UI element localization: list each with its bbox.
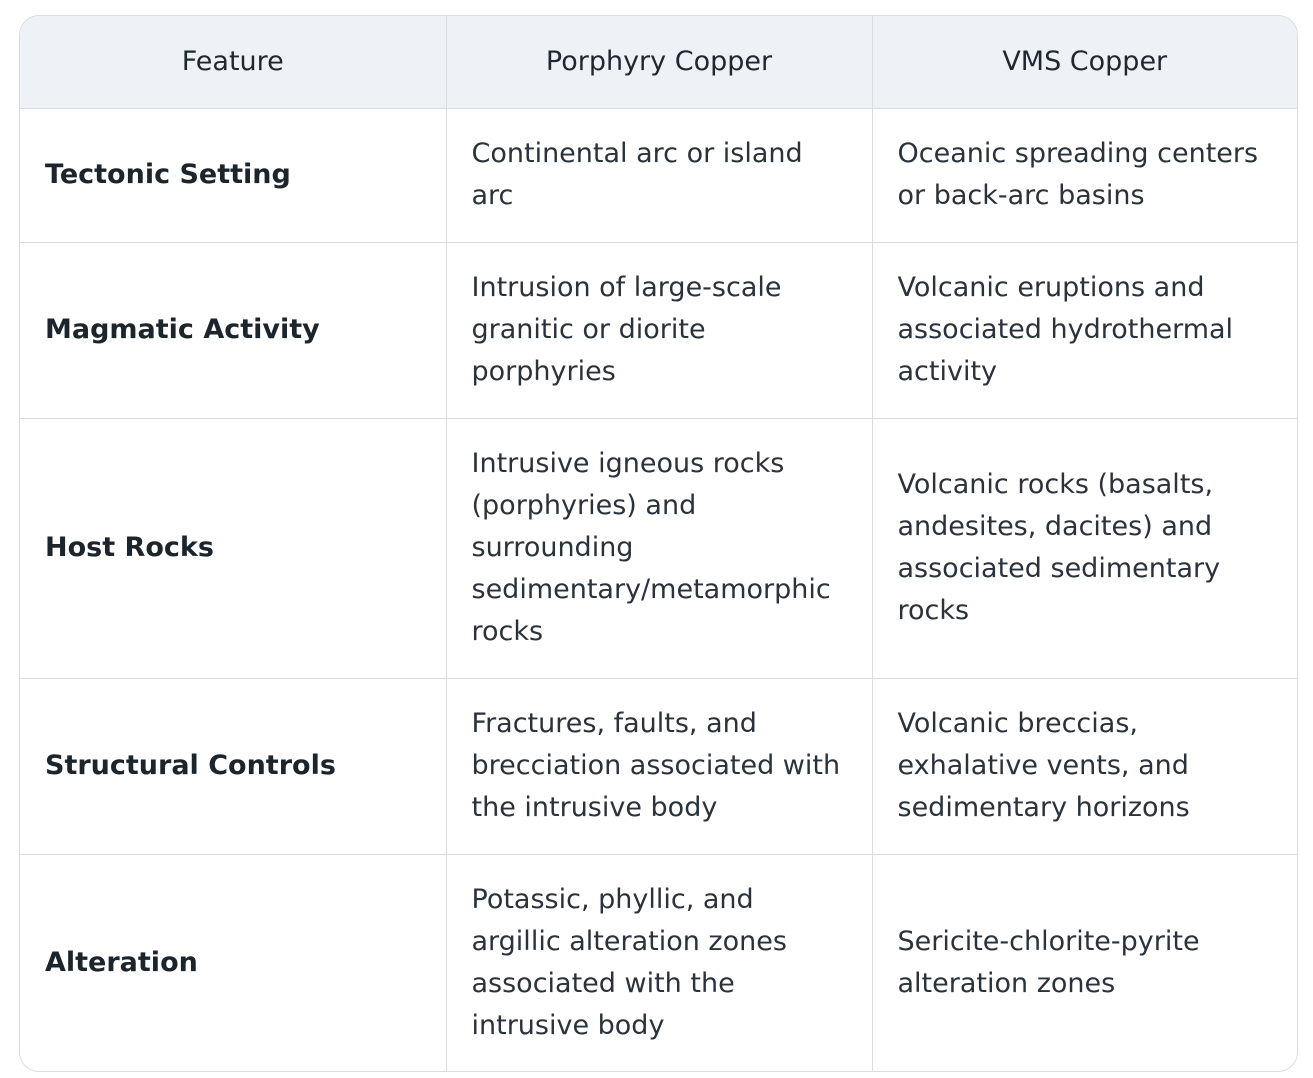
feature-cell: Alteration [20, 854, 446, 1072]
vms-cell: Oceanic spreading centers or back-arc basins [872, 108, 1297, 242]
comparison-table [20, 16, 1297, 1072]
header-row [20, 16, 1297, 108]
table-row [20, 854, 1297, 1072]
header-porphyry-copper: Porphyry Copper [446, 16, 872, 108]
porphyry-cell: Potassic, phyllic, and argillic alteration zones associated with the intrusive body [446, 854, 872, 1072]
table-row [20, 108, 1297, 242]
porphyry-cell: Intrusion of large-scale granitic or diorite porphyries [446, 242, 872, 418]
feature-cell: Tectonic Setting [20, 108, 446, 242]
porphyry-cell: Fractures, faults, and brecciation associated with the intrusive body [446, 678, 872, 854]
table-row [20, 418, 1297, 678]
table-row [20, 678, 1297, 854]
porphyry-cell: Intrusive igneous rocks (porphyries) and surrounding sedimentary/metamorphic rocks [446, 418, 872, 678]
table-body [20, 108, 1297, 1072]
feature-cell: Magmatic Activity [20, 242, 446, 418]
vms-cell: Volcanic rocks (basalts, andesites, dacites) and associated sedimentary rocks [872, 418, 1297, 678]
header-vms-copper: VMS Copper [872, 16, 1297, 108]
vms-cell: Volcanic breccias, exhalative vents, and sedimentary horizons [872, 678, 1297, 854]
vms-cell: Sericite-chlorite-pyrite alteration zones [897, 926, 1200, 1000]
table-header [20, 16, 1297, 108]
comparison-table-container [19, 15, 1298, 1072]
porphyry-cell: Continental arc or island arc [446, 108, 872, 242]
feature-cell: Structural Controls [20, 678, 446, 854]
header-feature: Feature [20, 16, 446, 108]
table-row [20, 242, 1297, 418]
feature-cell: Host Rocks [20, 418, 446, 678]
vms-cell: Volcanic eruptions and associated hydrothermal activity [872, 242, 1297, 418]
